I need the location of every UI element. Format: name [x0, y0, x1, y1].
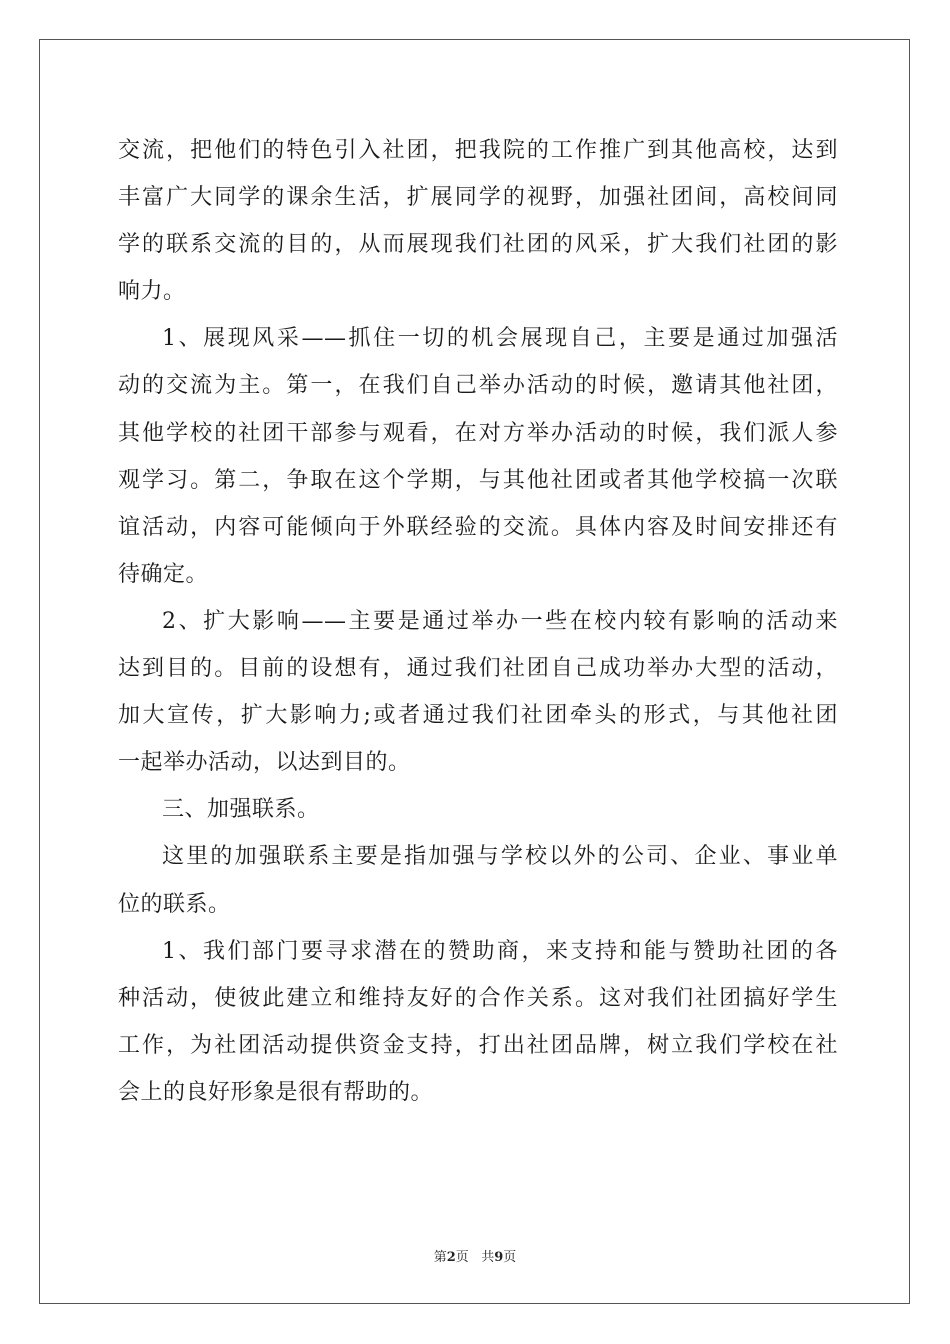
- text-line: 待确定。: [118, 561, 209, 587]
- text-line: 三、加强联系。: [162, 797, 320, 823]
- text-line: 响力。: [118, 279, 186, 305]
- current-page-number: 2: [446, 1250, 456, 1265]
- document-body: [118, 127, 838, 1116]
- page-footer: [0, 1246, 950, 1265]
- text-line: 观学习。第二，争取在这个学期，与其他社团或者其他学校搞一次联: [118, 467, 838, 493]
- total-pages-number: 9: [494, 1250, 504, 1265]
- text-line: 会上的良好形象是很有帮助的。: [118, 1079, 434, 1105]
- footer-total-prefix: 共: [481, 1250, 495, 1265]
- text-line: 动的交流为主。第一，在我们自己举办活动的时候，邀请其他社团，: [118, 373, 838, 399]
- text-line: 其他学校的社团干部参与观看，在对方举办活动的时候，我们派人参: [118, 420, 838, 446]
- text-line: 位的联系。: [118, 891, 231, 917]
- footer-page-word: 页: [455, 1250, 469, 1265]
- text-line: 谊活动，内容可能倾向于外联经验的交流。具体内容及时间安排还有: [118, 514, 838, 540]
- text-line: 工作，为社团活动提供资金支持，打出社团品牌，树立我们学校在社: [118, 1032, 838, 1058]
- footer-total-suffix: 页: [503, 1250, 517, 1265]
- text-line: 交流，把他们的特色引入社团，把我院的工作推广到其他高校，达到: [118, 138, 838, 163]
- text-line: 丰富广大同学的课余生活，扩展同学的视野，加强社团间，高校间同: [118, 185, 838, 211]
- text-line: 这里的加强联系主要是指加强与学校以外的公司、企业、事业单: [162, 844, 838, 870]
- text-line: 一起举办活动，以达到目的。: [118, 750, 411, 776]
- text-line: 1、我们部门要寻求潜在的赞助商，来支持和能与赞助社团的各: [162, 938, 838, 964]
- text-line: 1、展现风采——抓住一切的机会展现自己，主要是通过加强活: [162, 326, 838, 352]
- text-line: 达到目的。目前的设想有，通过我们社团自己成功举办大型的活动，: [118, 656, 838, 682]
- footer-prefix: 第: [433, 1250, 447, 1265]
- text-line: 种活动，使彼此建立和维持友好的合作关系。这对我们社团搞好学生: [118, 985, 838, 1011]
- text-line: 加大宣传，扩大影响力;或者通过我们社团牵头的形式，与其他社团: [118, 703, 838, 729]
- text-line: 2、扩大影响——主要是通过举办一些在校内较有影响的活动来: [162, 608, 838, 634]
- text-line: 学的联系交流的目的，从而展现我们社团的风采，扩大我们社团的影: [118, 232, 838, 258]
